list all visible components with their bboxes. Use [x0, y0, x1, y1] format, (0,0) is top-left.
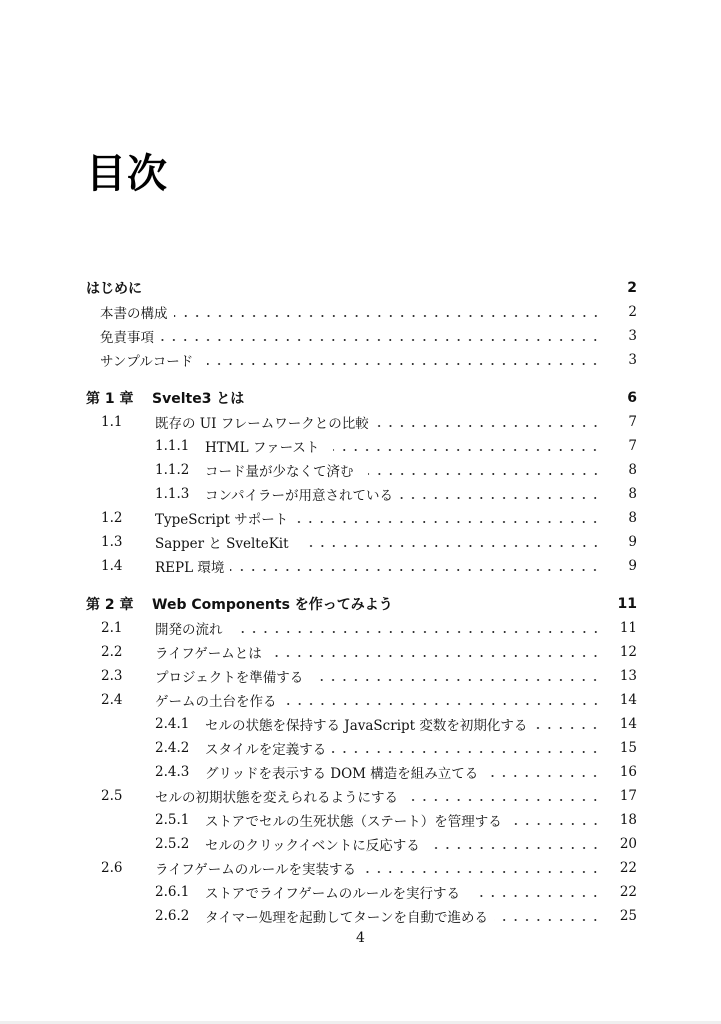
toc-subsection[interactable]: [86, 880, 637, 904]
subsection-number: 1.1.1: [155, 438, 190, 454]
toc-page-number: 7: [628, 438, 637, 454]
toc-entry-label: コード量が少なくて済む: [205, 464, 354, 480]
toc-entry-label: タイマー処理を起動してターンを自動で進める: [205, 910, 488, 926]
section-number: 2.5: [101, 788, 123, 804]
toc-entry[interactable]: [86, 324, 637, 348]
toc-page-number: 18: [619, 812, 637, 828]
toc-section[interactable]: [86, 640, 637, 664]
page-title: 目次: [86, 151, 168, 197]
toc-subsection[interactable]: [86, 434, 637, 458]
section-number: 1.1: [101, 414, 123, 430]
toc-section[interactable]: [86, 856, 637, 880]
dot-leader: [362, 458, 602, 482]
subsection-number: 2.6.2: [155, 908, 190, 924]
toc-page-number: 14: [619, 716, 637, 732]
dot-leader: [478, 760, 601, 784]
dot-leader: [406, 784, 601, 808]
toc-entry-label: ライフゲームのルールを実装する: [155, 862, 357, 878]
toc-entry-preface[interactable]: [86, 276, 637, 300]
toc-chapter-1[interactable]: [86, 386, 637, 410]
toc-entry[interactable]: [86, 300, 637, 324]
toc-entry-label: 開発の流れ: [155, 622, 223, 638]
toc-entry-label: Web Components を作ってみよう: [152, 597, 393, 613]
toc-entry-label: はじめに: [86, 281, 142, 297]
toc-section[interactable]: [86, 616, 637, 640]
chapter-number: 第 1 章: [86, 391, 134, 407]
toc-page-number: 13: [619, 668, 637, 684]
toc-subsection[interactable]: [86, 712, 637, 736]
toc-entry-label: プロジェクトを準備する: [155, 670, 304, 686]
toc-subsection[interactable]: [86, 808, 637, 832]
subsection-number: 1.1.3: [155, 486, 190, 502]
toc-page-number: 2: [628, 304, 637, 320]
toc-entry-label: 既存の UI フレームワークとの比較: [155, 416, 369, 432]
footer-page-number: 4: [356, 930, 365, 946]
toc-subsection[interactable]: [86, 832, 637, 856]
toc-page-number: 12: [619, 644, 637, 660]
toc-entry-label: Sapper と SvelteKit: [155, 536, 289, 552]
toc-page-number: 7: [628, 414, 637, 430]
toc-page-number: 8: [628, 462, 637, 478]
toc-page-number: 20: [619, 836, 637, 852]
toc-subsection[interactable]: [86, 904, 637, 928]
section-number: 2.1: [101, 620, 123, 636]
toc-page-number: 16: [619, 764, 637, 780]
table-of-contents: [86, 276, 637, 928]
toc-entry-label: グリッドを表示する DOM 構造を組み立てる: [205, 766, 479, 782]
dot-leader: [488, 904, 601, 928]
toc-page-number: 11: [617, 596, 637, 612]
dot-leader: [327, 434, 601, 458]
section-number: 1.4: [101, 558, 123, 574]
subsection-number: 2.4.2: [155, 740, 190, 756]
toc-entry-label: Svelte3 とは: [152, 391, 245, 407]
dot-leader: [224, 554, 601, 578]
dot-leader: [502, 808, 601, 832]
dot-leader: [393, 482, 601, 506]
toc-page-number: 9: [628, 534, 637, 550]
toc-entry-label: スタイルを定義する: [205, 742, 327, 758]
subsection-number: 2.5.1: [155, 812, 190, 828]
toc-entry-label: コンパイラーが用意されている: [205, 488, 394, 504]
dot-leader: [277, 688, 602, 712]
dot-leader: [356, 856, 601, 880]
subsection-number: 2.5.2: [155, 836, 190, 852]
toc-page-number: 15: [619, 740, 637, 756]
toc-entry-label: サンプルコード: [100, 354, 194, 370]
dot-leader: [231, 616, 602, 640]
subsection-number: 2.4.1: [155, 716, 190, 732]
toc-page-number: 11: [619, 620, 637, 636]
toc-chapter-2[interactable]: [86, 592, 637, 616]
toc-entry-label: セルのクリックイベントに反応する: [205, 838, 420, 854]
toc-entry-label: ゲームの土台を作る: [155, 694, 277, 710]
toc-page-number: 8: [628, 510, 637, 526]
dot-leader: [468, 880, 601, 904]
toc-entry-label: ライフゲームとは: [155, 646, 262, 662]
toc-entry-label: 免責事項: [100, 330, 154, 346]
toc-subsection[interactable]: [86, 482, 637, 506]
dot-leader: [201, 348, 601, 372]
subsection-number: 2.4.3: [155, 764, 190, 780]
section-number: 2.4: [101, 692, 123, 708]
toc-page-number: 8: [628, 486, 637, 502]
section-number: 1.3: [101, 534, 123, 550]
toc-page-number: 9: [628, 558, 637, 574]
toc-page-number: 14: [619, 692, 637, 708]
dot-leader: [369, 410, 601, 434]
subsection-number: 1.1.2: [155, 462, 190, 478]
dot-leader: [420, 832, 601, 856]
dot-leader: [262, 640, 601, 664]
dot-leader: [311, 664, 601, 688]
dot-leader: [527, 712, 601, 736]
toc-page-number: 22: [619, 860, 637, 876]
toc-entry-label: REPL 環境: [155, 560, 225, 576]
toc-section[interactable]: [86, 554, 637, 578]
section-number: 2.6: [101, 860, 123, 876]
toc-page-number: 25: [619, 908, 637, 924]
section-number: 2.3: [101, 668, 123, 684]
dot-leader: [297, 530, 601, 554]
toc-page-number: 2: [627, 280, 637, 296]
section-number: 1.2: [101, 510, 123, 526]
dot-leader: [326, 736, 601, 760]
toc-page-number: 3: [628, 328, 637, 344]
toc-entry[interactable]: [86, 348, 637, 372]
toc-page-number: 3: [628, 352, 637, 368]
section-number: 2.2: [101, 644, 123, 660]
toc-section[interactable]: [86, 410, 637, 434]
toc-page-number: 17: [619, 788, 637, 804]
chapter-number: 第 2 章: [86, 597, 134, 613]
toc-page-number: 22: [619, 884, 637, 900]
toc-entry-label: ストアでセルの生死状態（ステート）を管理する: [205, 814, 502, 830]
toc-section[interactable]: [86, 664, 637, 688]
toc-entry-label: セルの状態を保持する JavaScript 変数を初期化する: [205, 718, 528, 734]
dot-leader: [288, 506, 601, 530]
toc-entry-label: TypeScript サポート: [155, 512, 289, 528]
dot-leader: [168, 300, 602, 324]
toc-entry-label: セルの初期状態を変えられるようにする: [155, 790, 398, 806]
toc-subsection[interactable]: [86, 736, 637, 760]
toc-section[interactable]: [86, 688, 637, 712]
toc-page-number: 6: [627, 390, 637, 406]
toc-entry-label: HTML ファースト: [205, 440, 320, 456]
subsection-number: 2.6.1: [155, 884, 190, 900]
toc-subsection[interactable]: [86, 458, 637, 482]
toc-section[interactable]: [86, 506, 637, 530]
toc-subsection[interactable]: [86, 760, 637, 784]
toc-entry-label: ストアでライフゲームのルールを実行する: [205, 886, 461, 902]
toc-section[interactable]: [86, 530, 637, 554]
toc-entry-label: 本書の構成: [100, 306, 168, 322]
toc-section[interactable]: [86, 784, 637, 808]
dot-leader: [154, 324, 601, 348]
